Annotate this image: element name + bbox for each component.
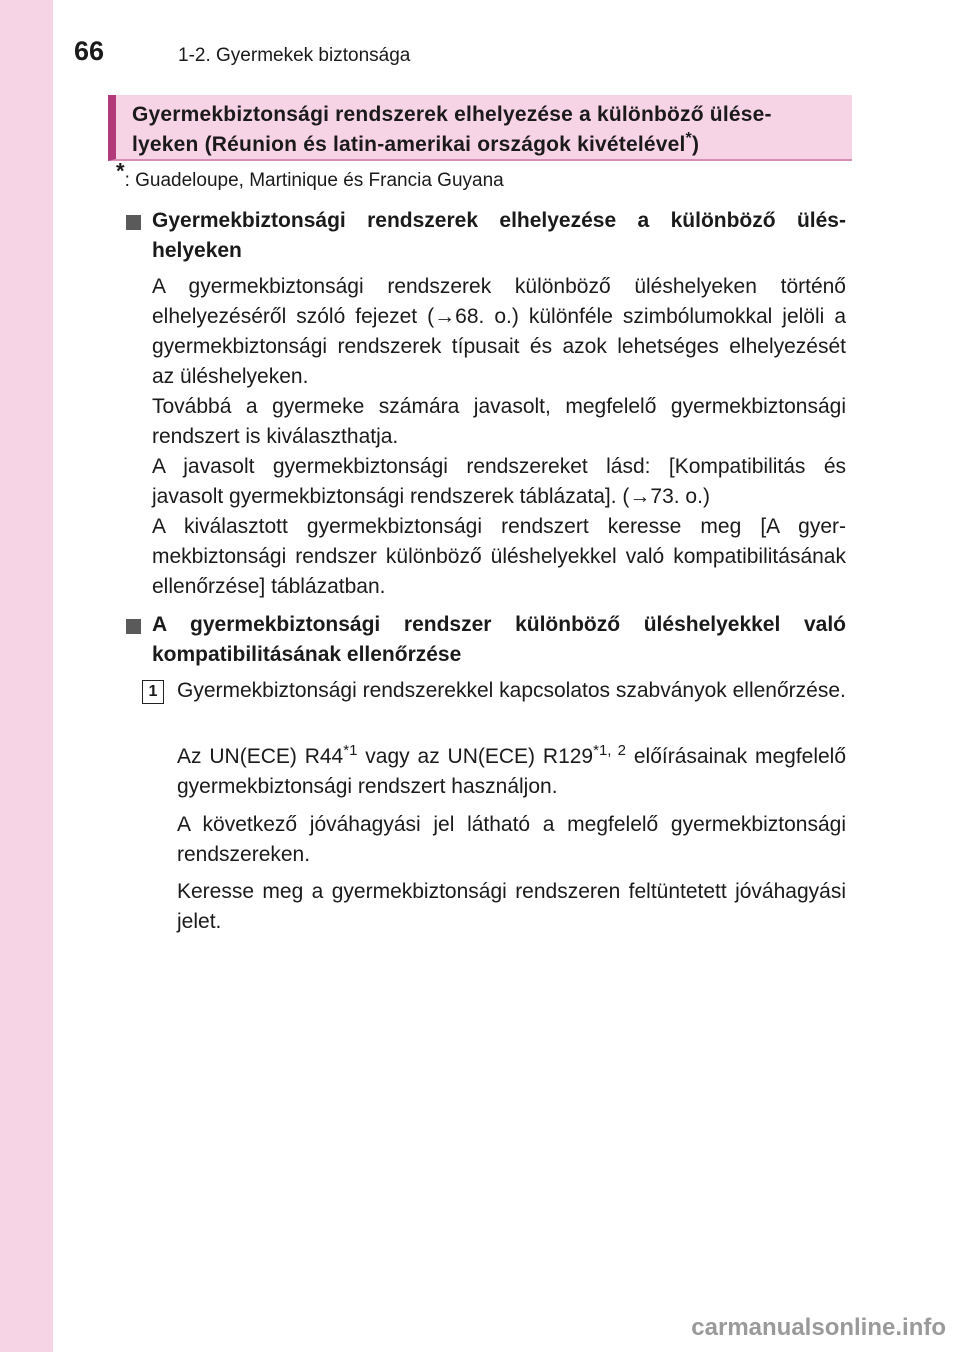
standards-sup2: *1, 2 xyxy=(593,742,626,759)
section-title-line1: Gyermekbiztonsági rendszerek elhelyezése a különböző ülése- xyxy=(132,103,772,126)
paragraph-compat-table-ref: A javasolt gyermekbiztonsági rendszereket lásd: [Kompatibilitás és javasolt gyermekbiztonsági rendszerek táblázata]. (→73. o.) xyxy=(152,455,846,508)
section-title-line2: lyeken (Réunion és latin-amerikai országok kivételével xyxy=(132,133,686,156)
square-bullet-icon xyxy=(126,215,141,230)
step-number-badge: 1 xyxy=(142,680,164,704)
standards-text-b: vagy az UN(ECE) R129 xyxy=(357,745,594,768)
paragraph-find-in-table: A kiválasztott gyermekbiztonsági rendszert keresse meg [A gyermekbiztonsági rendszer különböző üléshelyekkel való kompatibilitásának ellenőrzése] táblázatban. xyxy=(152,515,846,598)
footnote-text: : Guadeloupe, Martinique és Francia Guyana xyxy=(124,170,504,191)
paragraph-find-approval-mark: Keresse meg a gyermekbiztonsági rendszeren feltüntetett jóváhagyási jelet. xyxy=(177,880,846,933)
chapter-title: 1-2. Gyermekek biztonsága xyxy=(178,45,411,66)
section-title-close: ) xyxy=(691,133,700,156)
standards-sup1: *1 xyxy=(343,742,358,759)
subheading-compatibility xyxy=(126,610,846,670)
section-title-asterisk: * xyxy=(685,130,692,147)
footnote xyxy=(116,158,504,192)
footnote-mark: * xyxy=(116,158,125,184)
square-bullet-icon xyxy=(126,619,141,634)
side-color-bar xyxy=(0,0,53,1352)
section-header-box xyxy=(108,95,852,161)
watermark: carmanualsonline.info xyxy=(691,1314,946,1341)
page-number: 66 xyxy=(74,36,105,66)
paragraph-placement-intro: A gyermekbiztonsági rendszerek különböző üléshelyeken történő elhelyezéséről szóló fejezet (→68. o.) különféle szimbólumokkal jelöli a gyermekbiztonsági rendszerek típusait és azok lehetséges elhelyezését az üléshelyeken. xyxy=(152,275,846,388)
subheading-compatibility-text: A gyermekbiztonsági rendszer különböző üléshelyekkel való kompatibilitásának ellenőrzése xyxy=(152,613,846,666)
subheading-placement xyxy=(126,206,846,266)
paragraph-recommended: Továbbá a gyermeke számára javasolt, megfelelő gyermekbiztonsági rendszert is kiválaszthatja. xyxy=(152,395,846,448)
standards-text-c: előírásainak megfelelő gyermekbiztonsági rendszert használjon. xyxy=(177,745,847,798)
paragraph-approval-mark: A következő jóváhagyási jel látható a megfelelő gyermekbiztonsági rendszereken. xyxy=(177,813,846,866)
section-title xyxy=(132,100,842,160)
paragraph-standards xyxy=(177,742,846,802)
standards-text-a: Az UN(ECE) R44 xyxy=(177,745,344,768)
step-text: Gyermekbiztonsági rendszerekkel kapcsolatos szabványok ellenőrzése. xyxy=(177,679,846,702)
subheading-placement-text: Gyermekbiztonsági rendszerek elhelyezése a különböző üléshelyeken xyxy=(152,209,846,262)
